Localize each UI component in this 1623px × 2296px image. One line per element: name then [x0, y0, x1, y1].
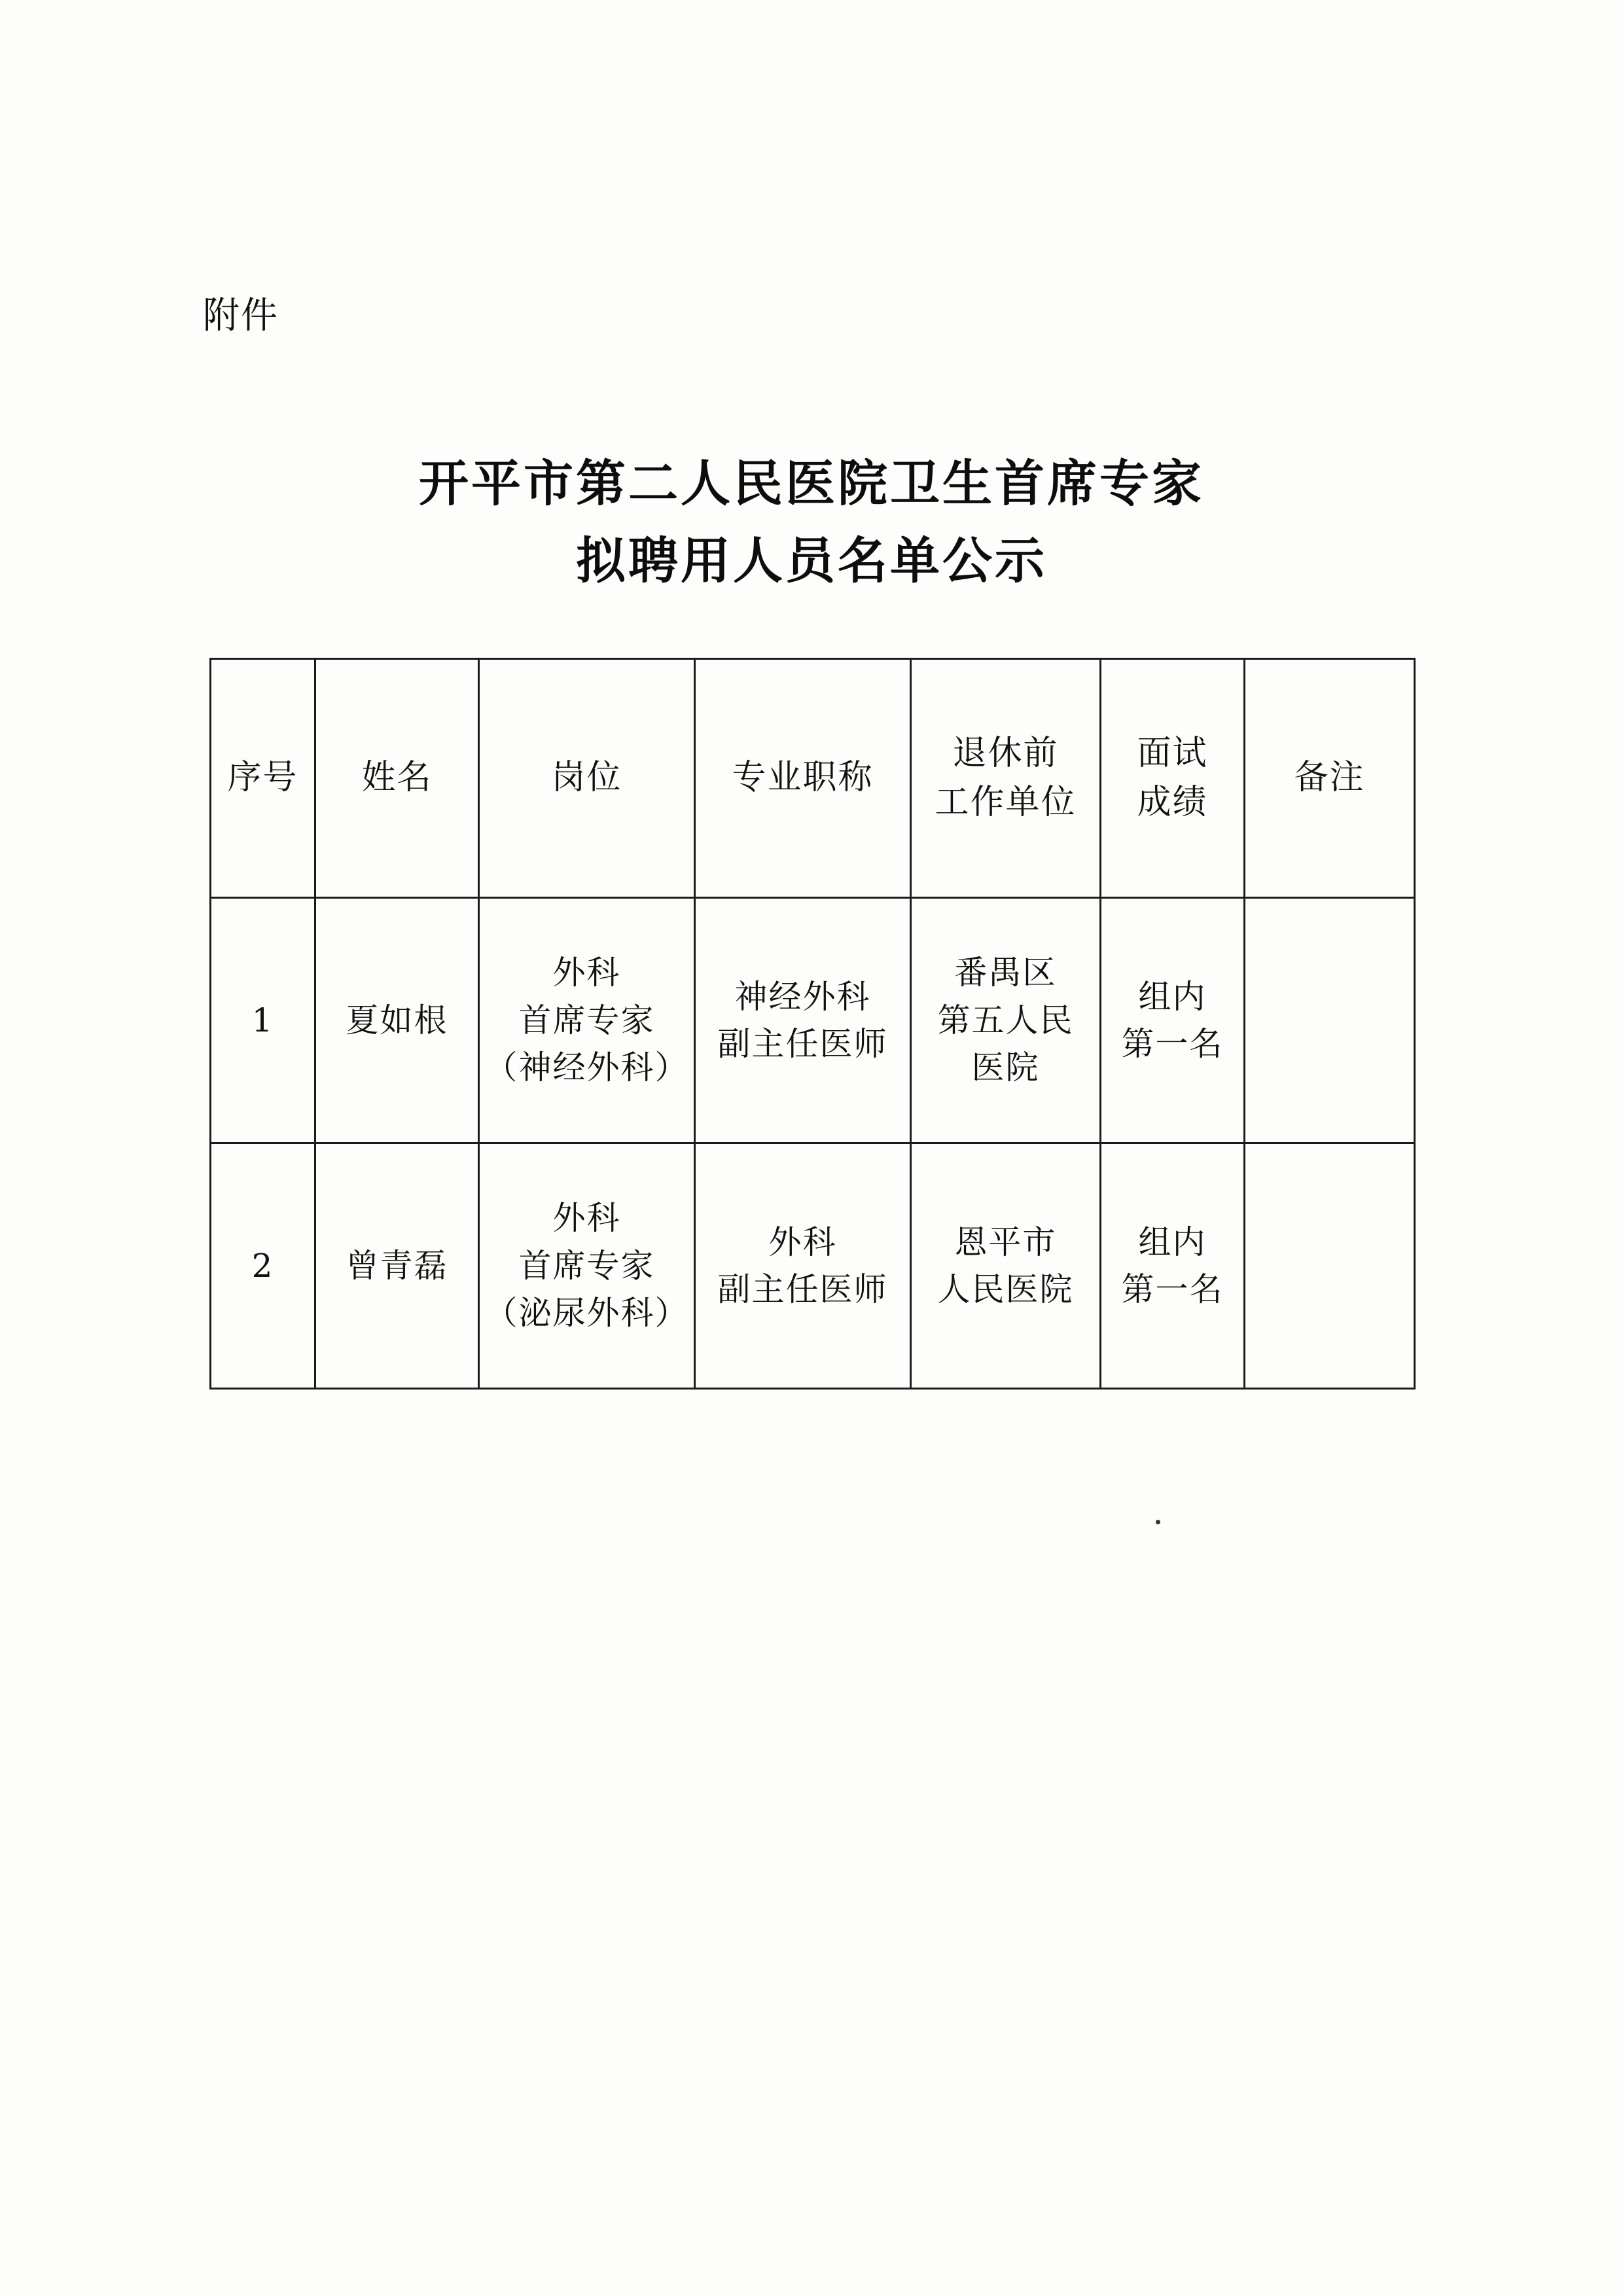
table-row [211, 898, 1415, 1143]
column-header-remarks [1245, 659, 1415, 898]
cell-previous-employer-line-3: 医院 [971, 1049, 1040, 1087]
cell-professional-title-line-1: 外科 [768, 1223, 837, 1261]
cell-professional-title [695, 898, 911, 1143]
cell-interview-score-line-1: 组内 [1138, 1223, 1207, 1261]
cell-previous-employer [911, 898, 1101, 1143]
stray-ink-mark [1156, 1520, 1160, 1524]
table-row [211, 1143, 1415, 1389]
cell-name-text: 曾青磊 [346, 1246, 448, 1285]
listing-table-container [209, 658, 1414, 1390]
column-header-seq-text: 序号 [227, 758, 298, 798]
cell-post-line-2: 首席专家 [518, 1246, 655, 1285]
cell-previous-employer-line-2: 第五人民 [937, 1001, 1074, 1039]
column-header-post-text: 岗位 [551, 758, 622, 798]
cell-post [479, 898, 695, 1143]
cell-post-line-3: （神经外科） [484, 1049, 689, 1087]
column-header-previous-employer-line-2: 工作单位 [935, 783, 1077, 822]
cell-seq-text: 1 [251, 1001, 274, 1039]
cell-post-line-1: 外科 [552, 1199, 621, 1238]
column-header-previous-employer [911, 659, 1101, 898]
column-header-interview-score [1101, 659, 1245, 898]
cell-post-line-3: （泌尿外科） [484, 1294, 689, 1333]
column-header-post [479, 659, 695, 898]
cell-interview-score [1101, 898, 1245, 1143]
cell-remarks [1245, 1143, 1415, 1389]
cell-post-line-1: 外科 [552, 954, 621, 992]
cell-seq [211, 1143, 315, 1389]
cell-name-text: 夏如根 [346, 1001, 448, 1039]
cell-seq [211, 898, 315, 1143]
cell-professional-title-line-1: 神经外科 [734, 977, 871, 1016]
cell-interview-score [1101, 1143, 1245, 1389]
column-header-previous-employer-line-1: 退休前 [952, 733, 1059, 773]
table-header-row [211, 659, 1415, 898]
column-header-interview-score-line-1: 面试 [1137, 733, 1208, 773]
cell-interview-score-line-2: 第一名 [1121, 1270, 1224, 1308]
cell-professional-title-line-2: 副主任医师 [717, 1270, 888, 1308]
cell-interview-score-line-2: 第一名 [1121, 1025, 1224, 1063]
column-header-professional-title [695, 659, 911, 898]
column-header-remarks-text: 备注 [1294, 758, 1365, 798]
cell-interview-score-line-1: 组内 [1138, 977, 1207, 1016]
cell-professional-title [695, 1143, 911, 1389]
candidate-listing-table [209, 658, 1416, 1390]
attachment-label: 附件 [203, 295, 279, 337]
cell-previous-employer [911, 1143, 1101, 1389]
cell-name [315, 1143, 479, 1389]
cell-post [479, 1143, 695, 1389]
cell-previous-employer-line-1: 番禺区 [954, 954, 1057, 992]
column-header-seq [211, 659, 315, 898]
table-body [211, 898, 1415, 1389]
column-header-interview-score-line-2: 成绩 [1137, 783, 1208, 822]
column-header-professional-title-text: 专业职称 [732, 758, 874, 798]
page-title-line-1: 开平市第二人民医院卫生首席专家 [419, 454, 1204, 512]
cell-professional-title-line-2: 副主任医师 [717, 1025, 888, 1063]
column-header-name [315, 659, 479, 898]
column-header-name-text: 姓名 [361, 758, 433, 798]
cell-previous-employer-line-2: 人民医院 [937, 1270, 1074, 1308]
page-title [0, 445, 1623, 600]
cell-previous-employer-line-1: 恩平市 [954, 1223, 1057, 1261]
cell-post-line-2: 首席专家 [518, 1001, 655, 1039]
cell-seq-text: 2 [251, 1246, 274, 1285]
page-title-line-2: 拟聘用人员名单公示 [576, 531, 1047, 590]
cell-name [315, 898, 479, 1143]
table-header [211, 659, 1415, 898]
cell-remarks [1245, 898, 1415, 1143]
